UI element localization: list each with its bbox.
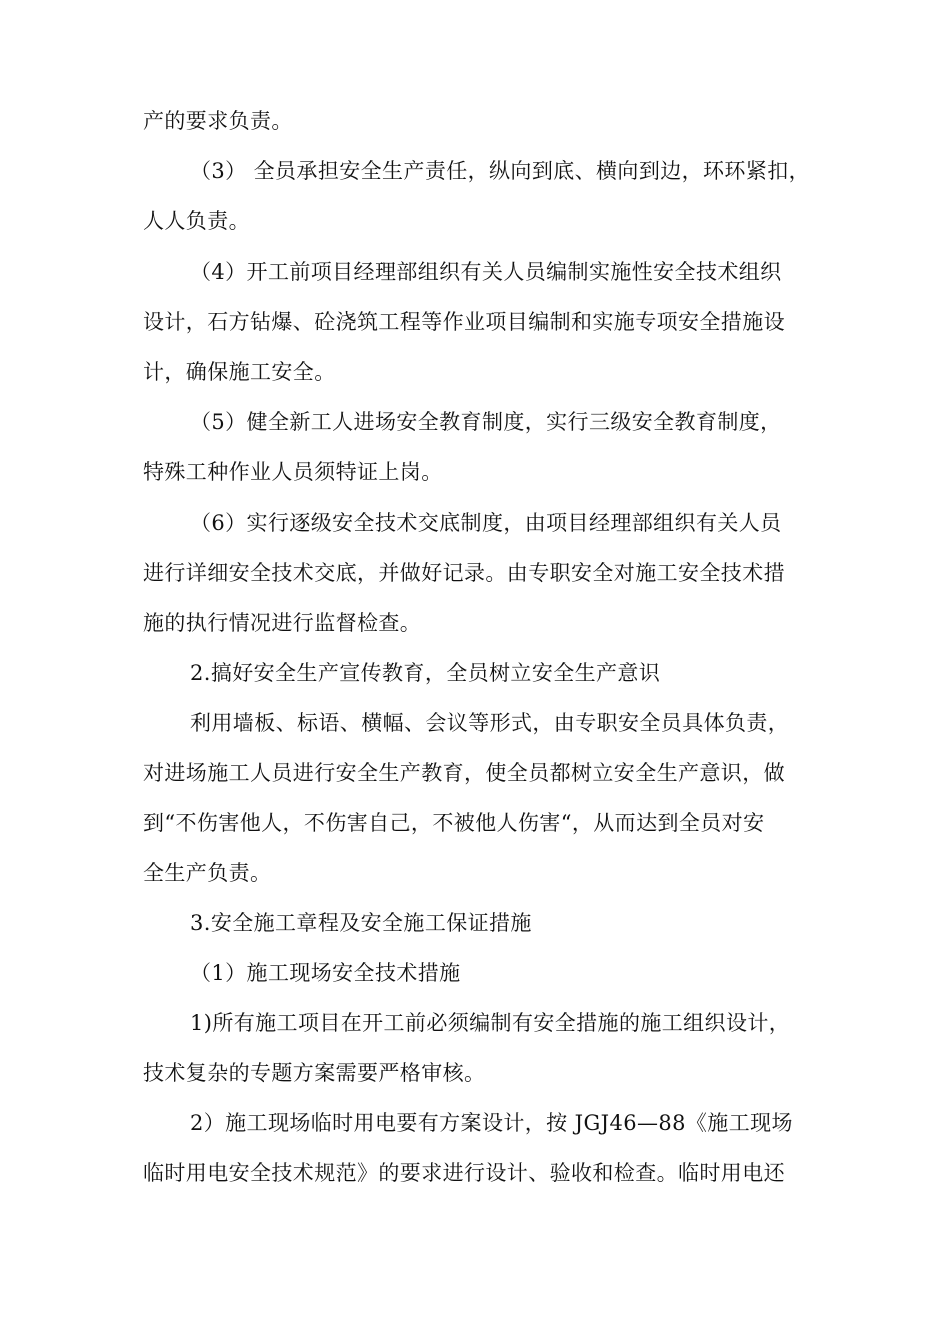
text-line: 全生产负责。 bbox=[143, 861, 272, 885]
text-line: 施的执行情况进行监督检查。 bbox=[143, 611, 422, 635]
text-line: 人人负责。 bbox=[143, 209, 250, 233]
text-line: 设计，石方钻爆、砼浇筑工程等作业项目编制和实施专项安全措施设 bbox=[143, 310, 785, 334]
text-line: 技术复杂的专题方案需要严格审核。 bbox=[143, 1061, 486, 1085]
text-line: 临时用电安全技术规范》的要求进行设计、验收和检查。临时用电还 bbox=[143, 1161, 785, 1185]
text-line: （4）开工前项目经理部组织有关人员编制实施性安全技术组织 bbox=[190, 260, 782, 284]
text-line: （5）健全新工人进场安全教育制度，实行三级安全教育制度， bbox=[190, 410, 782, 434]
text-line: 2）施工现场临时用电要有方案设计，按 JGJ46—88《施工现场 bbox=[190, 1111, 793, 1135]
section-heading: 3.安全施工章程及安全施工保证措施 bbox=[190, 911, 532, 935]
text-line: 进行详细安全技术交底，并做好记录。由专职安全对施工安全技术措 bbox=[143, 561, 785, 585]
section-heading: 2.搞好安全生产宣传教育，全员树立安全生产意识 bbox=[190, 661, 661, 685]
text-line: 到“不伤害他人，不伤害自己，不被他人伤害“，从而达到全员对安 bbox=[143, 811, 765, 835]
text-line: （6）实行逐级安全技术交底制度，由项目经理部组织有关人员 bbox=[190, 511, 782, 535]
subsection-heading: （1）施工现场安全技术措施 bbox=[190, 961, 461, 985]
text-line: （3） 全员承担安全生产责任，纵向到底、横向到边，环环紧扣， bbox=[190, 159, 811, 183]
text-line: 对进场施工人员进行安全生产教育，使全员都树立安全生产意识，做 bbox=[143, 761, 785, 785]
text-line: 利用墙板、标语、横幅、会议等形式，由专职安全员具体负责， bbox=[190, 711, 790, 735]
text-line: 计，确保施工安全。 bbox=[143, 360, 336, 384]
text-line: 特殊工种作业人员须特证上岗。 bbox=[143, 460, 443, 484]
text-line: 产的要求负责。 bbox=[143, 109, 293, 133]
text-line: 1)所有施工项目在开工前必须编制有安全措施的施工组织设计， bbox=[190, 1011, 791, 1035]
